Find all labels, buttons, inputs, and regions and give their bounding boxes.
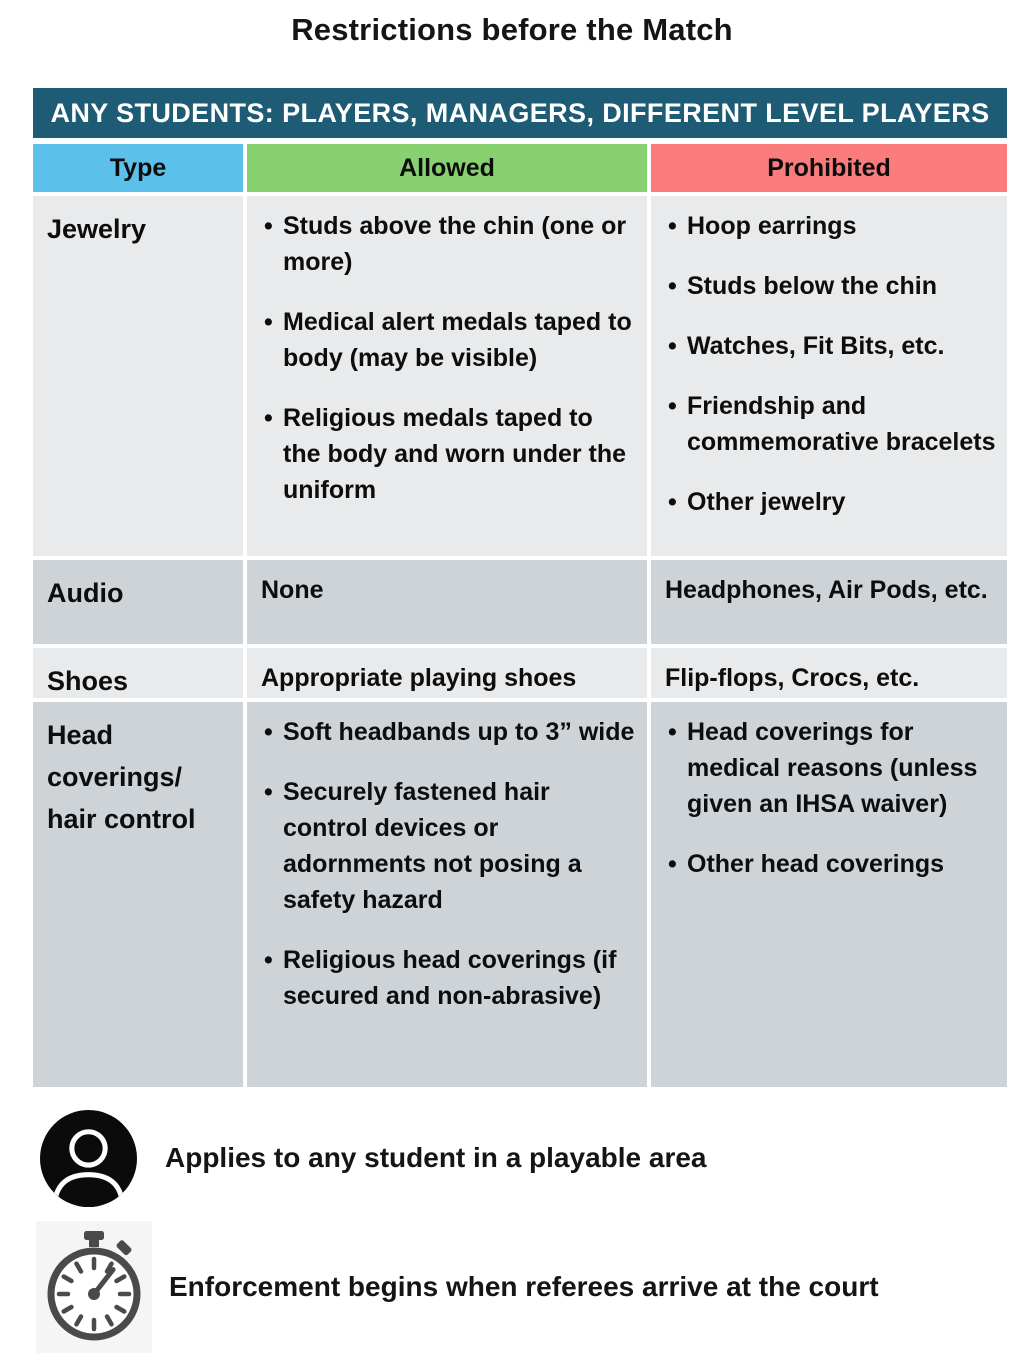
note-playable-area xyxy=(40,1103,707,1213)
prohibited-cell xyxy=(651,196,1007,556)
stopwatch-icon xyxy=(36,1221,152,1353)
allowed-cell xyxy=(247,702,647,1087)
list-item: • Securely fastened hair control devices or adornments not posing a safety hazard xyxy=(261,774,637,918)
table-header-row xyxy=(33,144,1007,192)
list-item: • Head coverings for medical reasons (unless given an IHSA waiver) xyxy=(665,714,997,822)
list-item: Flip-flops, Crocs, etc. xyxy=(665,664,920,692)
table-banner: ANY STUDENTS: PLAYERS, MANAGERS, DIFFERENT LEVEL PLAYERS xyxy=(33,88,1007,138)
list-item: None xyxy=(261,576,324,604)
person-icon xyxy=(40,1110,137,1207)
table-row xyxy=(33,702,1007,1087)
list-item: • Hoop earrings xyxy=(665,208,997,244)
prohibited-cell xyxy=(651,648,1007,698)
allowed-cell xyxy=(247,560,647,644)
table-body xyxy=(33,196,1007,1087)
column-header-allowed: Allowed xyxy=(247,144,647,192)
list-item: Appropriate playing shoes xyxy=(261,664,577,692)
list-item: • Studs below the chin xyxy=(665,268,997,304)
list-item: • Other jewelry xyxy=(665,484,997,520)
list-item: • Studs above the chin (one or more) xyxy=(261,208,637,280)
column-header-prohibited: Prohibited xyxy=(651,144,1007,192)
column-header-type: Type xyxy=(33,144,243,192)
list-item: • Other head coverings xyxy=(665,846,997,882)
prohibited-cell xyxy=(651,702,1007,1087)
list-item: • Religious medals taped to the body and worn under the uniform xyxy=(261,400,637,508)
table-row xyxy=(33,196,1007,556)
list-item: • Medical alert medals taped to body (may be visible) xyxy=(261,304,637,376)
list-item: Headphones, Air Pods, etc. xyxy=(665,576,988,604)
row-type-label: Jewelry xyxy=(33,196,243,556)
row-type-label: Head coverings/ hair control xyxy=(33,702,243,1087)
row-type-label: Shoes xyxy=(33,648,243,698)
prohibited-cell xyxy=(651,560,1007,644)
list-item: • Soft headbands up to 3” wide xyxy=(261,714,637,750)
allowed-cell xyxy=(247,196,647,556)
list-item: • Watches, Fit Bits, etc. xyxy=(665,328,997,364)
note-playable-area-text: Applies to any student in a playable area xyxy=(165,1142,707,1173)
note-enforcement-text: Enforcement begins when referees arrive at the court xyxy=(169,1271,879,1302)
note-enforcement xyxy=(36,1220,879,1354)
page-title: Restrictions before the Match xyxy=(291,12,733,47)
table-row xyxy=(33,648,1007,698)
list-item: • Religious head coverings (if secured and non-abrasive) xyxy=(261,942,637,1014)
list-item: • Friendship and commemorative bracelets xyxy=(665,388,997,460)
row-type-label: Audio xyxy=(33,560,243,644)
table-row xyxy=(33,560,1007,644)
restrictions-table xyxy=(33,88,1007,1091)
allowed-cell xyxy=(247,648,647,698)
